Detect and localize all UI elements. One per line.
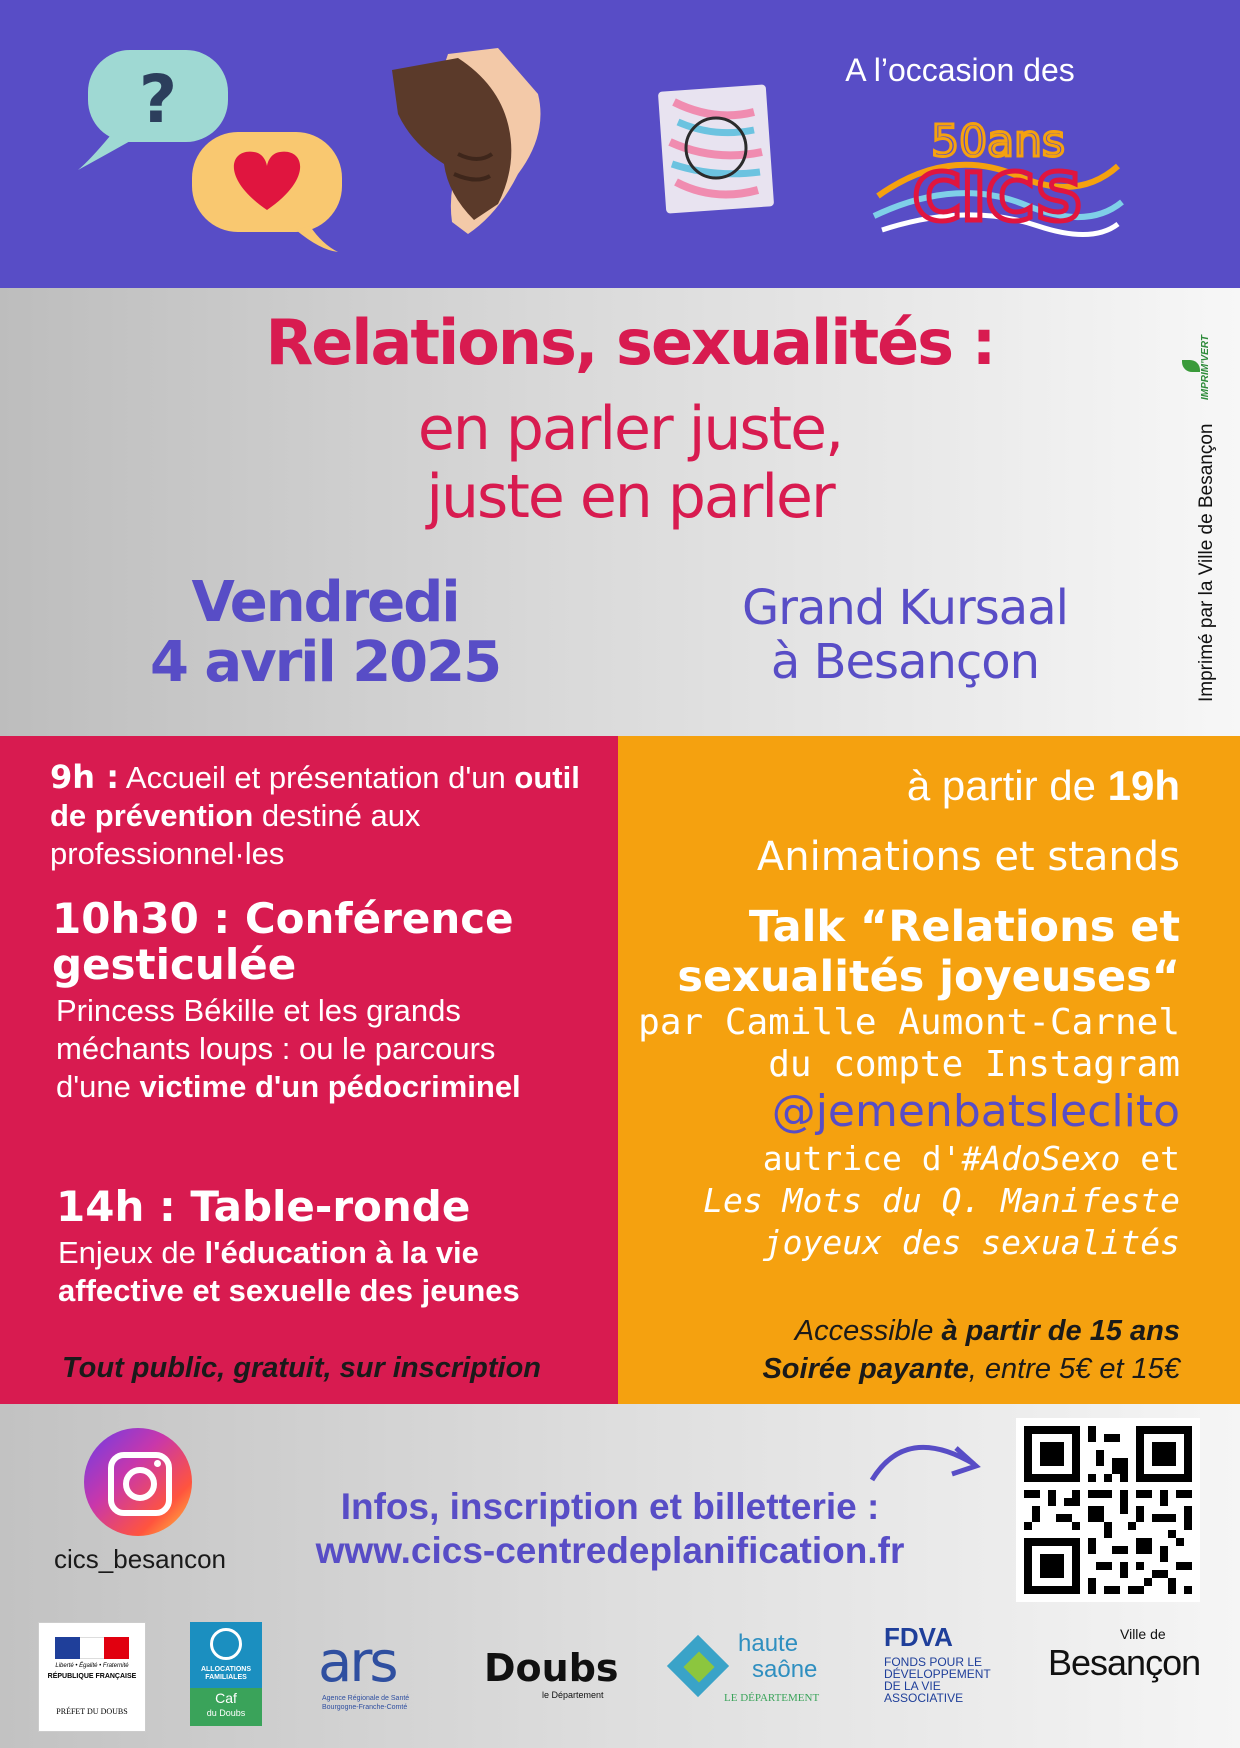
program-item-9h: 9h : Accueil et présentation d'un outil de prévention destiné aux professionnel·les — [50, 758, 580, 871]
event-subtitle-line1: en parler juste, — [417, 394, 843, 464]
speaker-books: autrice d'#AdoSexo et Les Mots du Q. Manifeste joyeux des sexualités — [703, 1139, 1180, 1262]
haute-saone-logo: haute saône LE DÉPARTEMENT — [674, 1622, 834, 1722]
condom-package-icon — [654, 82, 778, 216]
event-title: Relations, sexualités : — [265, 306, 995, 379]
talk-speaker: par Camille Aumont-Carnel du compte Instagram — [638, 1002, 1180, 1085]
svg-text:?: ? — [138, 61, 178, 138]
daytime-access-note: Tout public, gratuit, sur inscription — [62, 1352, 542, 1384]
program-roundtable-description: Enjeux de l'éducation à la vie affective et sexuelle des jeunes — [58, 1235, 520, 1308]
program-heading-conference: 10h30 : Conférence gesticulée — [52, 894, 514, 989]
instagram-account-name[interactable]: cics_besancon — [54, 1544, 226, 1574]
website-link[interactable]: www.cics-centredeplanification.fr — [315, 1530, 905, 1571]
svg-text:CICS: CICS — [912, 159, 1084, 236]
ars-logo: ars Agence Régionale de Santé Bourgogne-Franche-Comté — [318, 1630, 410, 1711]
fdva-logo: FDVA FONDS POUR LE DÉVELOPPEMENT DE LA VIE ASSOCIATIVE — [884, 1622, 991, 1705]
event-day: Vendredi — [191, 570, 459, 635]
event-city: à Besançon — [770, 634, 1040, 690]
program-time-9h: 9h : — [50, 758, 119, 796]
info-heading: Infos, inscription et billetterie : — [340, 1486, 880, 1527]
occasion-text: A l’occasion des — [845, 52, 1075, 88]
heart-bubble-icon — [192, 132, 342, 252]
caf-doubs-logo: ALLOCATIONS FAMILIALES Caf du Doubs — [190, 1622, 262, 1726]
speech-bubbles-illustration — [70, 40, 370, 260]
evening-start-time: à partir de 19h — [906, 762, 1180, 809]
cics-50-years-logo — [868, 106, 1128, 248]
instagram-handle: @jemenbatsleclito — [771, 1086, 1180, 1137]
header-band — [0, 0, 1240, 288]
evening-access-note: Accessible à partir de 15 ans Soirée payante, entre 5€ et 15€ — [762, 1315, 1180, 1385]
family-tree-icon — [210, 1628, 242, 1660]
imprim-vert-label: IMPRIM'VERT — [1200, 335, 1211, 400]
instagram-icon[interactable] — [84, 1428, 192, 1536]
program-heading-roundtable: 14h : Table-ronde — [56, 1182, 471, 1231]
evening-animations: Animations et stands — [756, 834, 1180, 880]
arrow-icon — [866, 1424, 986, 1492]
prefet-doubs-logo: Liberté • Égalité • Fraternité RÉPUBLIQUE FRANÇAISE PRÉFET DU DOUBS — [38, 1622, 146, 1732]
event-date: 4 avril 2025 — [149, 630, 501, 695]
talk-title: Talk “Relations et sexualités joyeuses“ — [677, 902, 1180, 1002]
event-subtitle-line2: juste en parler — [426, 462, 834, 532]
program-conference-description: Princess Békille et les grands méchants loups : ou le parcours d'une victime d'un pédocriminel — [56, 993, 521, 1104]
holding-hands-illustration — [388, 44, 568, 244]
ville-besancon-logo: Ville de Besançon — [1048, 1626, 1201, 1683]
event-venue: Grand Kursaal — [742, 580, 1068, 636]
printed-by-note: Imprimé par la Ville de Besançon — [1196, 423, 1217, 702]
svg-text:50ans: 50ans — [931, 116, 1065, 167]
doubs-logo: Doubs le Département — [484, 1646, 619, 1700]
qr-code-icon[interactable] — [1016, 1418, 1200, 1602]
french-flag-icon — [55, 1637, 129, 1659]
